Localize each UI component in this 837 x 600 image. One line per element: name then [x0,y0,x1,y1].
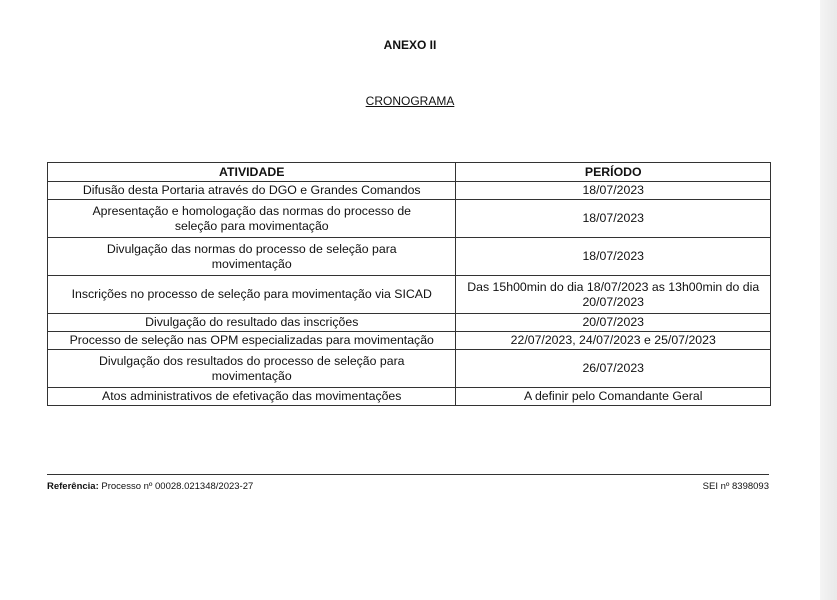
activity-cell: Inscrições no processo de seleção para movimentação via SICAD [48,276,456,314]
activity-cell: Atos administrativos de efetivação das movimentações [48,388,456,406]
activity-cell: Divulgação dos resultados do processo de seleção para movimentação [48,350,456,388]
page-edge [820,0,837,600]
table-row [48,276,771,314]
reference-label: Referência: [47,481,99,492]
header-activity: ATIVIDADE [48,163,456,182]
table-row [48,238,771,276]
period-cell: 22/07/2023, 24/07/2023 e 25/07/2023 [456,332,771,350]
table-row [48,314,771,332]
header-period: PERÍODO [456,163,771,182]
table-row [48,350,771,388]
reference-text: Processo nº 00028.021348/2023-27 [101,481,254,492]
period-cell: 18/07/2023 [456,238,771,276]
period-cell: 18/07/2023 [456,200,771,238]
footer-divider [47,474,769,475]
activity-cell: Difusão desta Portaria através do DGO e Grandes Comandos [48,182,456,200]
period-cell: 20/07/2023 [456,314,771,332]
reference-line [47,481,253,492]
activity-cell: Divulgação das normas do processo de seleção para movimentação [48,238,456,276]
table-row [48,388,771,406]
schedule-title [0,94,820,108]
activity-cell: Apresentação e homologação das normas do processo de seleção para movimentação [48,200,456,238]
activity-cell: Processo de seleção nas OPM especializadas para movimentação [48,332,456,350]
annex-title: ANEXO II [383,38,437,52]
table-header-row [48,163,771,182]
schedule-table [47,162,771,406]
period-cell: 18/07/2023 [456,182,771,200]
activity-cell: Divulgação do resultado das inscrições [48,314,456,332]
schedule-title-text: CRONOGRAMA [365,94,455,108]
table-row [48,182,771,200]
period-cell: Das 15h00min do dia 18/07/2023 as 13h00min do dia 20/07/2023 [456,276,771,314]
period-cell: A definir pelo Comandante Geral [456,388,771,406]
table-row [48,332,771,350]
table-row [48,200,771,238]
period-cell: 26/07/2023 [456,350,771,388]
sei-number: SEI nº 8398093 [702,481,769,492]
